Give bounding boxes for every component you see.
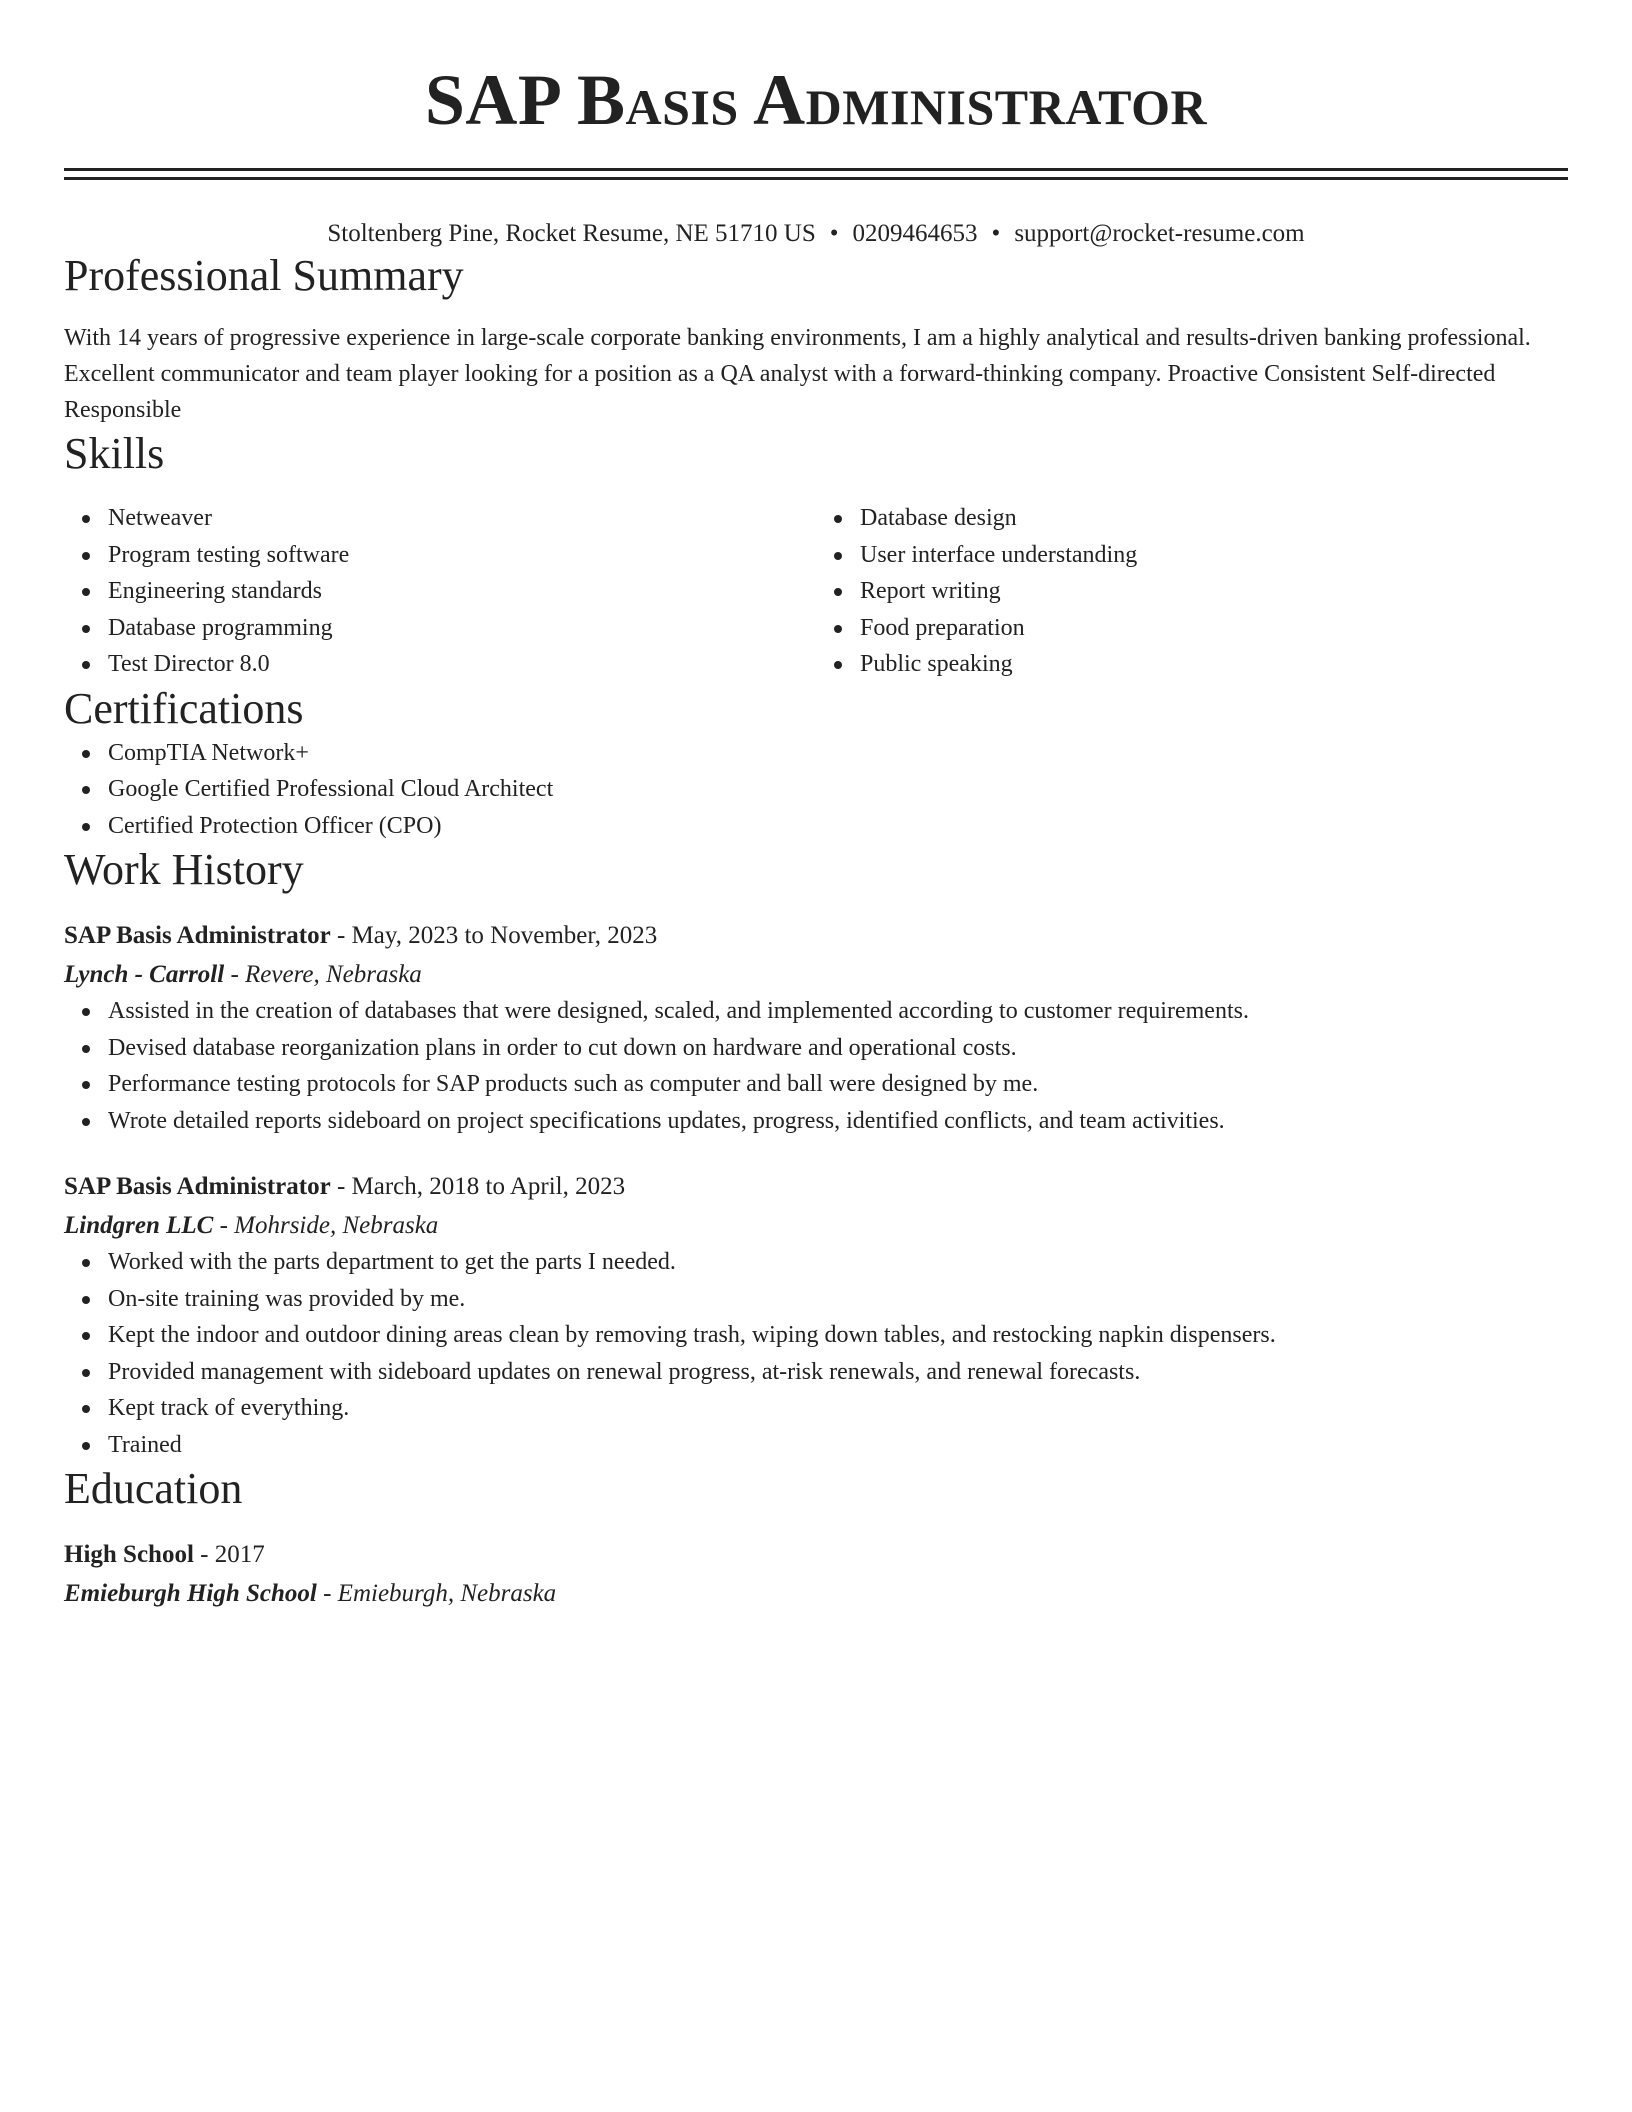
job-bullet: Performance testing protocols for SAP products such as computer and ball were designed by me.	[108, 1066, 1568, 1103]
job-company: Lynch - Carroll	[64, 961, 225, 988]
job-bullet: Worked with the parts department to get the parts I needed.	[108, 1244, 1568, 1281]
skill-item: Program testing software	[108, 537, 816, 574]
certifications-list	[64, 735, 1568, 845]
education-degree-line	[64, 1537, 1568, 1573]
job-bullet: Provided management with sideboard updates on renewal progress, at-risk renewals, and renewal forecasts.	[108, 1354, 1568, 1391]
skill-item: Food preparation	[860, 610, 1568, 647]
education-school-line	[64, 1576, 1568, 1612]
education-year: - 2017	[193, 1541, 265, 1568]
contact-phone: 0209464653	[852, 220, 978, 247]
education-location: - Emieburgh, Nebraska	[316, 1580, 557, 1607]
skill-item: Engineering standards	[108, 573, 816, 610]
job-bullet: Devised database reorganization plans in order to cut down on hardware and operational costs.	[108, 1030, 1568, 1067]
skill-item: User interface understanding	[860, 537, 1568, 574]
job-title-line	[64, 918, 1568, 954]
contact-address: Stoltenberg Pine, Rocket Resume, NE 51710 US	[327, 220, 816, 247]
education-school: Emieburgh High School	[64, 1580, 317, 1607]
job-title-line	[64, 1169, 1568, 1205]
work-history-heading: Work History	[64, 845, 304, 894]
job-bullets	[64, 1244, 1568, 1463]
skill-item: Netweaver	[108, 500, 816, 537]
job-company-line	[64, 957, 1568, 993]
job-entry	[64, 1169, 1568, 1463]
header-divider-top	[64, 168, 1568, 171]
job-dates: - May, 2023 to November, 2023	[330, 922, 658, 949]
job-location: - Revere, Nebraska	[224, 961, 422, 988]
skills-list-right	[816, 500, 1568, 683]
certification-item: Certified Protection Officer (CPO)	[108, 808, 1568, 845]
skills-columns	[64, 500, 1568, 683]
skill-item: Database programming	[108, 610, 816, 647]
contact-separator: •	[829, 220, 839, 247]
certifications-heading: Certifications	[64, 683, 304, 733]
job-title: SAP Basis Administrator	[64, 1173, 331, 1200]
skills-list-left	[64, 500, 816, 683]
certification-item: Google Certified Professional Cloud Architect	[108, 771, 1568, 808]
job-bullet: Assisted in the creation of databases that were designed, scaled, and implemented according to customer requirements.	[108, 993, 1568, 1030]
header-divider-bottom	[64, 177, 1568, 180]
skill-item: Report writing	[860, 573, 1568, 610]
job-bullets	[64, 993, 1568, 1139]
skill-item: Test Director 8.0	[108, 646, 816, 683]
job-bullet: Kept track of everything.	[108, 1390, 1568, 1427]
contact-email: support@rocket-resume.com	[1014, 220, 1305, 247]
skills-heading: Skills	[64, 429, 165, 478]
job-location: - Mohrside, Nebraska	[213, 1212, 439, 1239]
skill-item: Database design	[860, 500, 1568, 537]
contact-line	[64, 218, 1568, 250]
job-company-line	[64, 1208, 1568, 1244]
summary-heading: Professional Summary	[64, 251, 464, 300]
skill-item: Public speaking	[860, 646, 1568, 683]
job-bullet: Wrote detailed reports sideboard on project specifications updates, progress, identified conflicts, and team activities.	[108, 1103, 1568, 1140]
resume-name-heading: SAP Basis Administrator	[424, 60, 1208, 140]
job-bullet: On-site training was provided by me.	[108, 1281, 1568, 1318]
job-bullet: Kept the indoor and outdoor dining areas clean by removing trash, wiping down tables, and restocking napkin dispensers.	[108, 1317, 1568, 1354]
contact-separator: •	[991, 220, 1001, 247]
job-bullet: Trained	[108, 1427, 1568, 1464]
certification-item: CompTIA Network+	[108, 735, 1568, 772]
education-degree: High School	[64, 1541, 194, 1568]
job-dates: - March, 2018 to April, 2023	[330, 1173, 626, 1200]
job-entry	[64, 918, 1568, 1139]
summary-text: With 14 years of progressive experience in large-scale corporate banking environments, I am a highly analytical and results-driven banking professional. Excellent communicator and team player looking for a position as a QA analyst with a forward-thinking company. Proactive Consistent Self-directed Responsible	[64, 325, 1531, 423]
job-company: Lindgren LLC	[64, 1212, 214, 1239]
education-heading: Education	[64, 1464, 243, 1513]
job-title: SAP Basis Administrator	[64, 922, 331, 949]
